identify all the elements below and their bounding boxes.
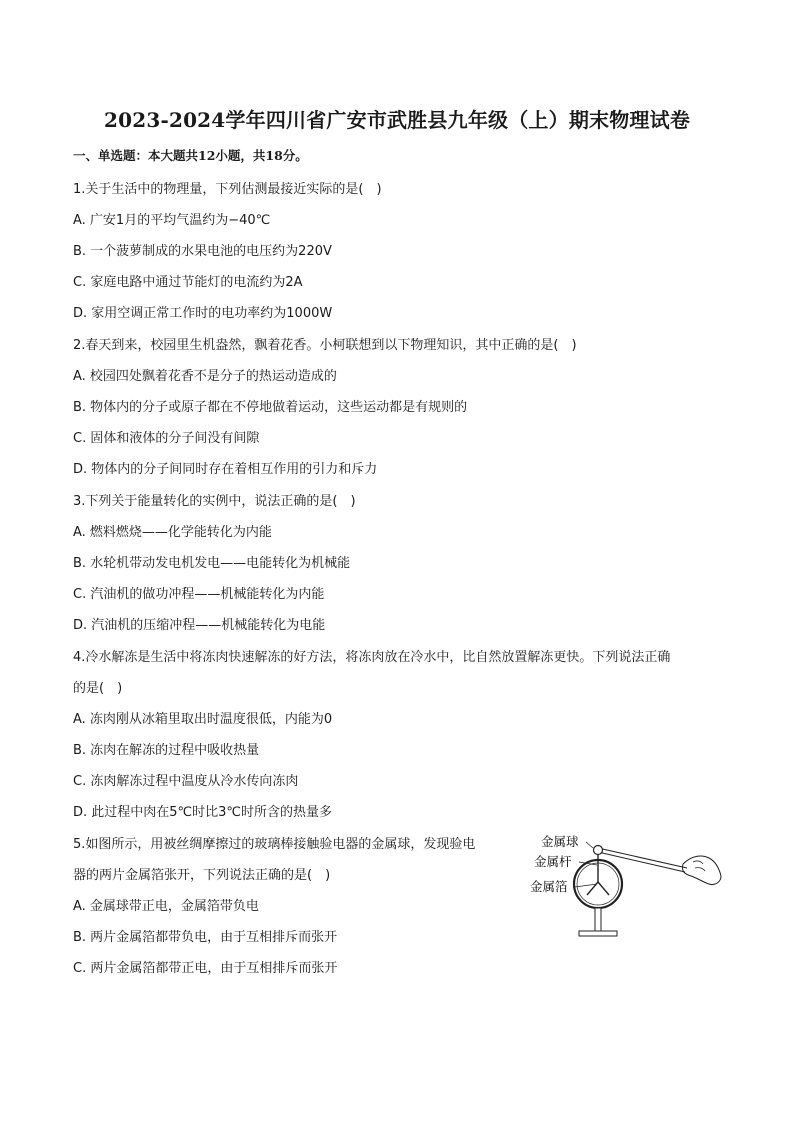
- hand-icon: [682, 856, 721, 885]
- question-5-option-a: A. 金属球带正电，金属箔带负电: [73, 899, 259, 914]
- question-5-stem-cont: 器的两片金属箔张开，下列说法正确的是( ): [73, 868, 331, 883]
- metal-foil-left: [587, 882, 598, 895]
- question-1-option-c: C. 家庭电路中通过节能灯的电流约为2A: [73, 275, 303, 290]
- electroscope-figure: [525, 828, 725, 943]
- figure-label-ball: 金属球: [541, 834, 579, 849]
- question-3-stem: 3.下列关于能量转化的实例中，说法正确的是( ): [73, 494, 356, 509]
- metal-ball: [594, 846, 603, 855]
- leader-line-ball: [586, 842, 593, 848]
- question-1-option-d: D. 家用空调正常工作时的电功率约为1000W: [73, 306, 333, 321]
- question-3-option-a: A. 燃料燃烧——化学能转化为内能: [73, 525, 272, 540]
- question-1-stem: 1.关于生活中的物理量，下列估测最接近实际的是( ): [73, 182, 382, 197]
- page-title: 2023-2024学年四川省广安市武胜县九年级（上）期末物理试卷: [103, 108, 691, 132]
- question-2-stem: 2.春天到来，校园里生机盎然，飘着花香。小柯联想到以下物理知识，其中正确的是( ): [73, 338, 577, 353]
- question-4-option-a: A. 冻肉刚从冰箱里取出时温度很低，内能为0: [73, 712, 333, 727]
- hand-fingers: [693, 861, 705, 871]
- glass-rod-bottom-edge: [598, 852, 685, 872]
- question-1-option-a: A. 广安1月的平均气温约为−40℃: [73, 213, 271, 228]
- electroscope-stand: [595, 908, 601, 932]
- question-4-stem-cont: 的是( ): [73, 681, 123, 696]
- metal-foil-right: [598, 882, 609, 895]
- question-3-option-b: B. 水轮机带动发电机发电——电能转化为机械能: [73, 556, 351, 571]
- question-2-option-b: B. 物体内的分子或原子都在不停地做着运动，这些运动都是有规则的: [73, 400, 468, 415]
- question-4-option-c: C. 冻肉解冻过程中温度从冷水传向冻肉: [73, 774, 299, 789]
- question-4-stem: 4.冷水解冻是生活中将冻肉快速解冻的好方法，将冻肉放在冷水中，比自然放置解冻更快。下列说法正确: [73, 650, 671, 665]
- figure-label-foil: 金属箔: [530, 879, 568, 894]
- question-3-option-c: C. 汽油机的做功冲程——机械能转化为内能: [73, 587, 325, 602]
- question-2-option-a: A. 校园四处飘着花香不是分子的热运动造成的: [73, 369, 337, 384]
- question-5-option-c: C. 两片金属箔都带正电，由于互相排斥而张开: [73, 961, 338, 976]
- question-4-option-d: D. 此过程中肉在5℃时比3℃时所含的热量多: [73, 805, 333, 820]
- question-2-option-d: D. 物体内的分子间同时存在着相互作用的引力和斥力: [73, 462, 378, 477]
- question-5-stem: 5.如图所示，用被丝绸摩擦过的玻璃棒接触验电器的金属球，发现验电: [73, 837, 476, 852]
- question-3-option-d: D. 汽油机的压缩冲程——机械能转化为电能: [73, 618, 326, 633]
- section-heading: 一、单选题：本大题共12小题，共18分。: [73, 148, 308, 163]
- question-4-option-b: B. 冻肉在解冻的过程中吸收热量: [73, 743, 260, 758]
- electroscope-base: [579, 931, 617, 936]
- figure-label-rod: 金属杆: [534, 854, 572, 869]
- question-2-option-c: C. 固体和液体的分子间没有间隙: [73, 431, 260, 446]
- question-5-option-b: B. 两片金属箔都带负电，由于互相排斥而张开: [73, 930, 338, 945]
- question-1-option-b: B. 一个菠萝制成的水果电池的电压约为220V: [73, 244, 332, 259]
